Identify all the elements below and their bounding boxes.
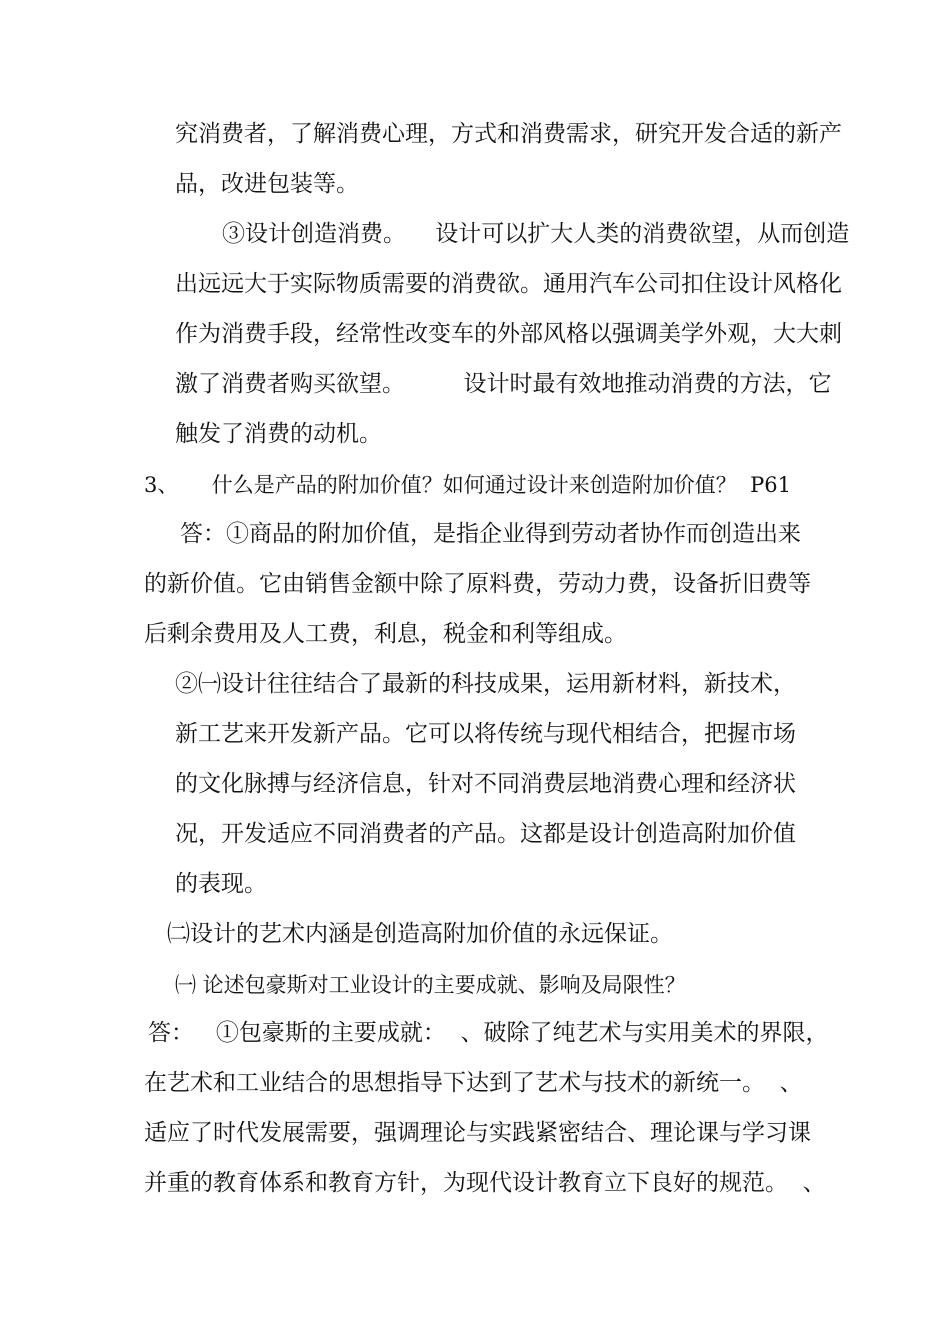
text-line: 况，开发适应不同消费者的产品。这都是设计创造高附加价值 <box>175 821 796 847</box>
text-line: 的表现。 <box>175 871 267 897</box>
text-line: 出远远大于实际物质需要的消费欲。通用汽车公司扣住设计风格化 <box>175 271 842 297</box>
text-line: 答： ①包豪斯的主要成就： 、破除了纯艺术与实用美术的界限， <box>148 1020 829 1046</box>
question-heading: ㈠ 论述包豪斯对工业设计的主要成就、影响及局限性？ <box>175 973 686 997</box>
text-line: 在艺术和工业结合的思想指导下达到了艺术与技术的新统一。 、 <box>144 1070 803 1096</box>
text-line: 适应了时代发展需要，强调理论与实践紧密结合、理论课与学习课 <box>144 1120 811 1146</box>
text-line: 的文化脉搏与经济信息，针对不同消费层地消费心理和经济状 <box>175 771 796 797</box>
text-line: 并重的教育体系和教育方针，为现代设计教育立下良好的规范。 、 <box>144 1170 826 1196</box>
text-line: 激了消费者购买欲望。 设计时最有效地推动消费的方法，它 <box>175 371 832 397</box>
text-line: 品，改进包装等。 <box>175 171 359 197</box>
text-line: 新工艺来开发新产品。它可以将传统与现代相结合，把握市场 <box>175 721 796 747</box>
text-line: ③设计创造消费。 设计可以扩大人类的消费欲望，从而创造 <box>222 221 850 247</box>
text-line: ②㈠设计往往结合了最新的科技成果，运用新材料，新技术， <box>175 671 796 697</box>
text-line: ㈡设计的艺术内涵是创造高附加价值的永远保证。 <box>167 921 673 947</box>
text-line: 作为消费手段，经常性改变车的外部风格以强调美学外观，大大刺 <box>175 321 842 347</box>
text-line: 答：①商品的附加价值，是指企业得到劳动者协作而创造出来 <box>180 521 801 547</box>
text-line: 的新价值。它由销售金额中除了原料费，劳动力费，设备折旧费等 <box>144 571 811 597</box>
text-line: 触发了消费的动机。 <box>175 421 382 447</box>
text-line: 究消费者，了解消费心理，方式和消费需求，研究开发合适的新产 <box>175 121 842 147</box>
text-line: 后剩余费用及人工费，利息，税金和利等组成。 <box>144 621 627 647</box>
question-heading: 3、 什么是产品的附加价值？如何通过设计来创造附加价值？ P61 <box>144 473 791 497</box>
